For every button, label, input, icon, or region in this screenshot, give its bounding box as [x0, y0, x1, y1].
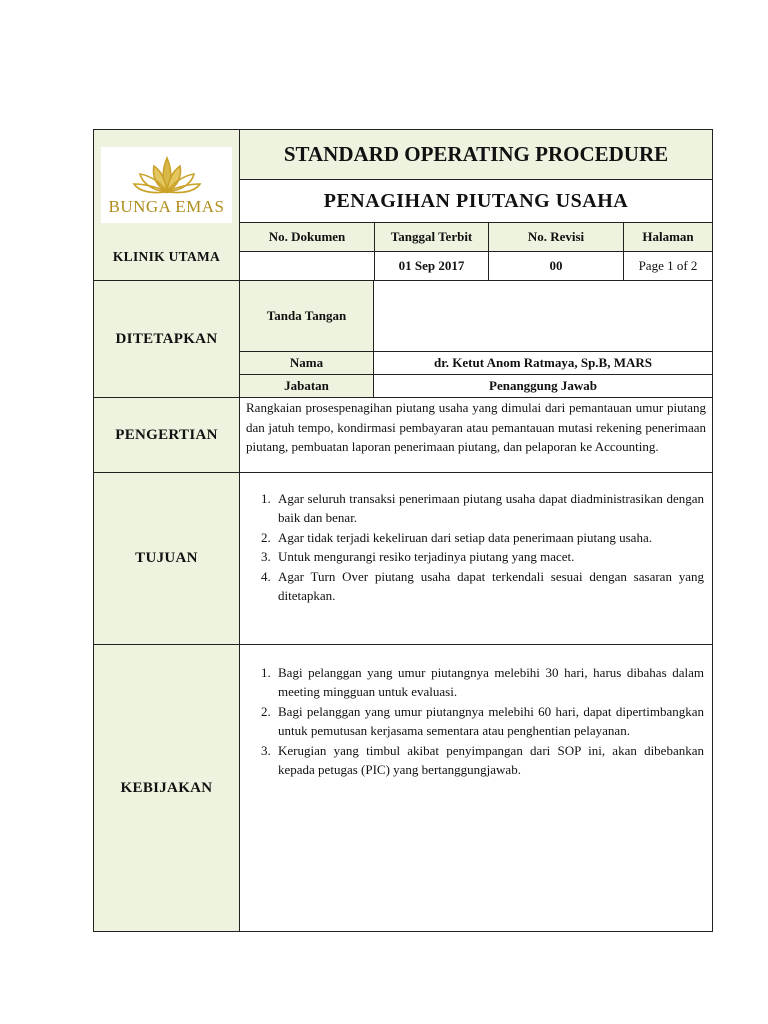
list-item: 1. Agar seluruh transaksi penerimaan piutang usaha dapat diadministrasikan dengan baik dan benar. — [274, 489, 704, 528]
logo-wordmark: BUNGA EMAS — [108, 196, 225, 216]
kebijakan-label: KEBIJAKAN — [93, 644, 240, 932]
halaman-value: Page 1 of 2 — [623, 251, 713, 281]
bunga-emas-logo — [101, 147, 232, 223]
pengertian-text — [239, 397, 713, 473]
list-item: 3. Kerugian yang timbul akibat penyimpangan dari SOP ini, akan dibebankan kepada petugas (PIC) yang bertanggungjawab. — [274, 741, 704, 780]
tanggal-header: Tanggal Terbit — [374, 222, 489, 252]
tanda-tangan-label: Tanda Tangan — [239, 280, 374, 352]
sop-document — [93, 129, 713, 932]
signature-box[interactable] — [373, 280, 713, 352]
nama-value: dr. Ketut Anom Ratmaya, Sp.B, MARS — [373, 351, 713, 375]
halaman-header: Halaman — [623, 222, 713, 252]
pengertian-label: PENGERTIAN — [93, 397, 240, 473]
list-item: 2. Agar tidak terjadi kekeliruan dari setiap data penerimaan piutang usaha. — [274, 528, 704, 547]
nama-label: Nama — [239, 351, 374, 375]
kebijakan-list-cell — [239, 644, 713, 932]
jabatan-label: Jabatan — [239, 374, 374, 398]
page-subtitle: PENAGIHAN PIUTANG USAHA — [323, 189, 629, 212]
ditetapkan-label: DITETAPKAN — [93, 280, 240, 398]
no-dokumen-value — [239, 251, 375, 281]
tanggal-value: 01 Sep 2017 — [374, 251, 489, 281]
kebijakan-list — [240, 663, 704, 779]
no-dokumen-header: No. Dokumen — [239, 222, 375, 252]
sop-title — [239, 129, 713, 180]
logo-cell — [93, 129, 240, 281]
tujuan-label: TUJUAN — [93, 472, 240, 645]
list-item: 1. Bagi pelanggan yang umur piutangnya melebihi 30 hari, harus dibahas dalam meeting mingguan untuk evaluasi. — [274, 663, 704, 702]
tujuan-list — [240, 489, 704, 605]
list-item: 3. Untuk mengurangi resiko terjadinya piutang yang macet. — [274, 547, 704, 566]
clinic-name: KLINIK UTAMA — [112, 249, 221, 264]
lotus-icon — [132, 154, 202, 196]
revisi-header: No. Revisi — [488, 222, 624, 252]
list-item: 2. Bagi pelanggan yang umur piutangnya melebihi 60 hari, dapat dipertimbangkan untuk pemutusan kerjasama sementara atau penghentian pelayanan. — [274, 702, 704, 741]
jabatan-value: Penanggung Jawab — [373, 374, 713, 398]
revisi-value: 00 — [488, 251, 624, 281]
list-item: 4. Agar Turn Over piutang usaha dapat terkendali sesuai dengan sasaran yang ditetapkan. — [274, 567, 704, 606]
pengertian-paragraph: Rangkaian prosespenagihan piutang usaha yang dimulai dari pemantauan umur piutang dan jatuh tempo, kondirmasi pembayaran atau pemantauan mutasi rekening penerimaan piutang, pembuatan laporan penerimaan piutang, dan pelaporan ke Accounting. — [246, 400, 706, 454]
sop-subtitle-cell — [239, 179, 713, 223]
tujuan-list-cell — [239, 472, 713, 645]
page-title: STANDARD OPERATING PROCEDURE — [283, 142, 669, 166]
